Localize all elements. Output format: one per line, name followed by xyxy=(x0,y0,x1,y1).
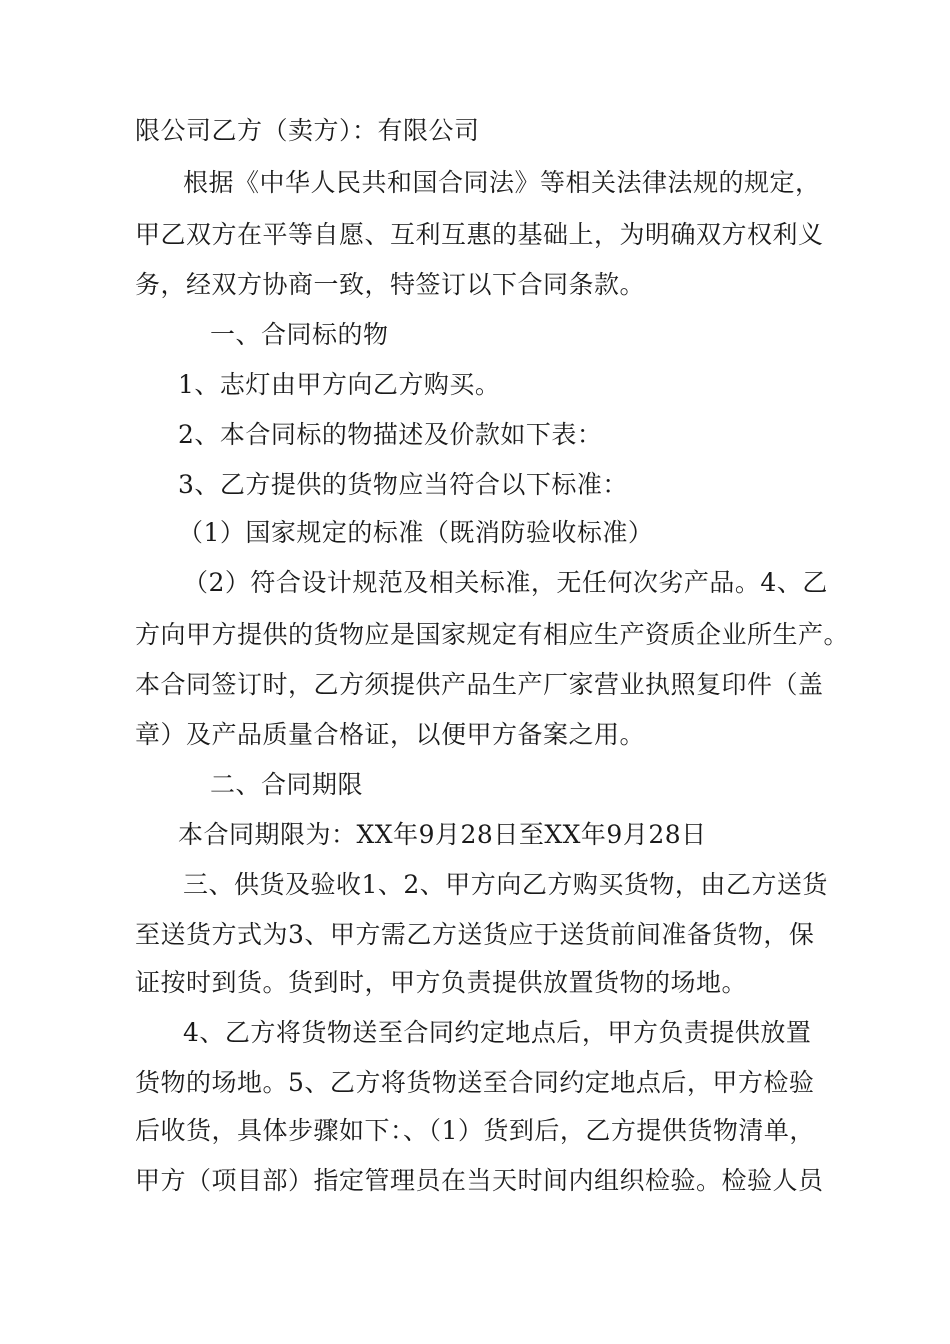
text-line-10: （2）符合设计规范及相关标准，无任何次劣产品。4、乙 xyxy=(183,568,828,597)
section-heading-1: 一、合同标的物 xyxy=(210,320,389,349)
text-line-1: 限公司乙方（卖方）：有限公司 xyxy=(135,116,480,145)
text-line-15: 本合同期限为：XX年9月28日至XX年9月28日 xyxy=(178,820,707,849)
text-line-3: 甲乙双方在平等自愿、互利互惠的基础上，为明确双方权利义 xyxy=(135,220,824,249)
text-line-7: 2、本合同标的物描述及价款如下表： xyxy=(178,420,603,449)
text-line-20: 货物的场地。5、乙方将货物送至合同约定地点后，甲方检验 xyxy=(135,1068,815,1097)
text-line-13: 章）及产品质量合格证，以便甲方备案之用。 xyxy=(135,720,646,749)
text-line-22: 甲方（项目部）指定管理员在当天时间内组织检验。检验人员 xyxy=(135,1166,824,1195)
text-line-8: 3、乙方提供的货物应当符合以下标准： xyxy=(178,470,628,499)
text-line-9: （1）国家规定的标准（既消防验收标准） xyxy=(178,518,654,547)
text-line-21: 后收货，具体步骤如下：、（1）货到后，乙方提供货物清单， xyxy=(135,1116,815,1145)
text-line-12: 本合同签订时，乙方须提供产品生产厂家营业执照复印件（盖 xyxy=(135,670,824,699)
text-line-18: 证按时到货。货到时，甲方负责提供放置货物的场地。 xyxy=(135,968,748,997)
text-line-17: 至送货方式为3、甲方需乙方送货应于送货前间准备货物，保 xyxy=(135,920,815,949)
text-line-11: 方向甲方提供的货物应是国家规定有相应生产资质企业所生产。 xyxy=(135,620,850,649)
text-line-2: 根据《中华人民共和国合同法》等相关法律法规的规定， xyxy=(183,168,821,197)
text-line-19: 4、乙方将货物送至合同约定地点后，甲方负责提供放置 xyxy=(183,1018,812,1047)
text-line-4: 务，经双方协商一致，特签订以下合同条款。 xyxy=(135,270,646,299)
section-heading-2: 二、合同期限 xyxy=(210,770,364,799)
text-line-6: 1、志灯由甲方向乙方购买。 xyxy=(178,370,501,399)
text-line-16: 三、供货及验收1、2、甲方向乙方购买货物，由乙方送货 xyxy=(183,870,828,899)
